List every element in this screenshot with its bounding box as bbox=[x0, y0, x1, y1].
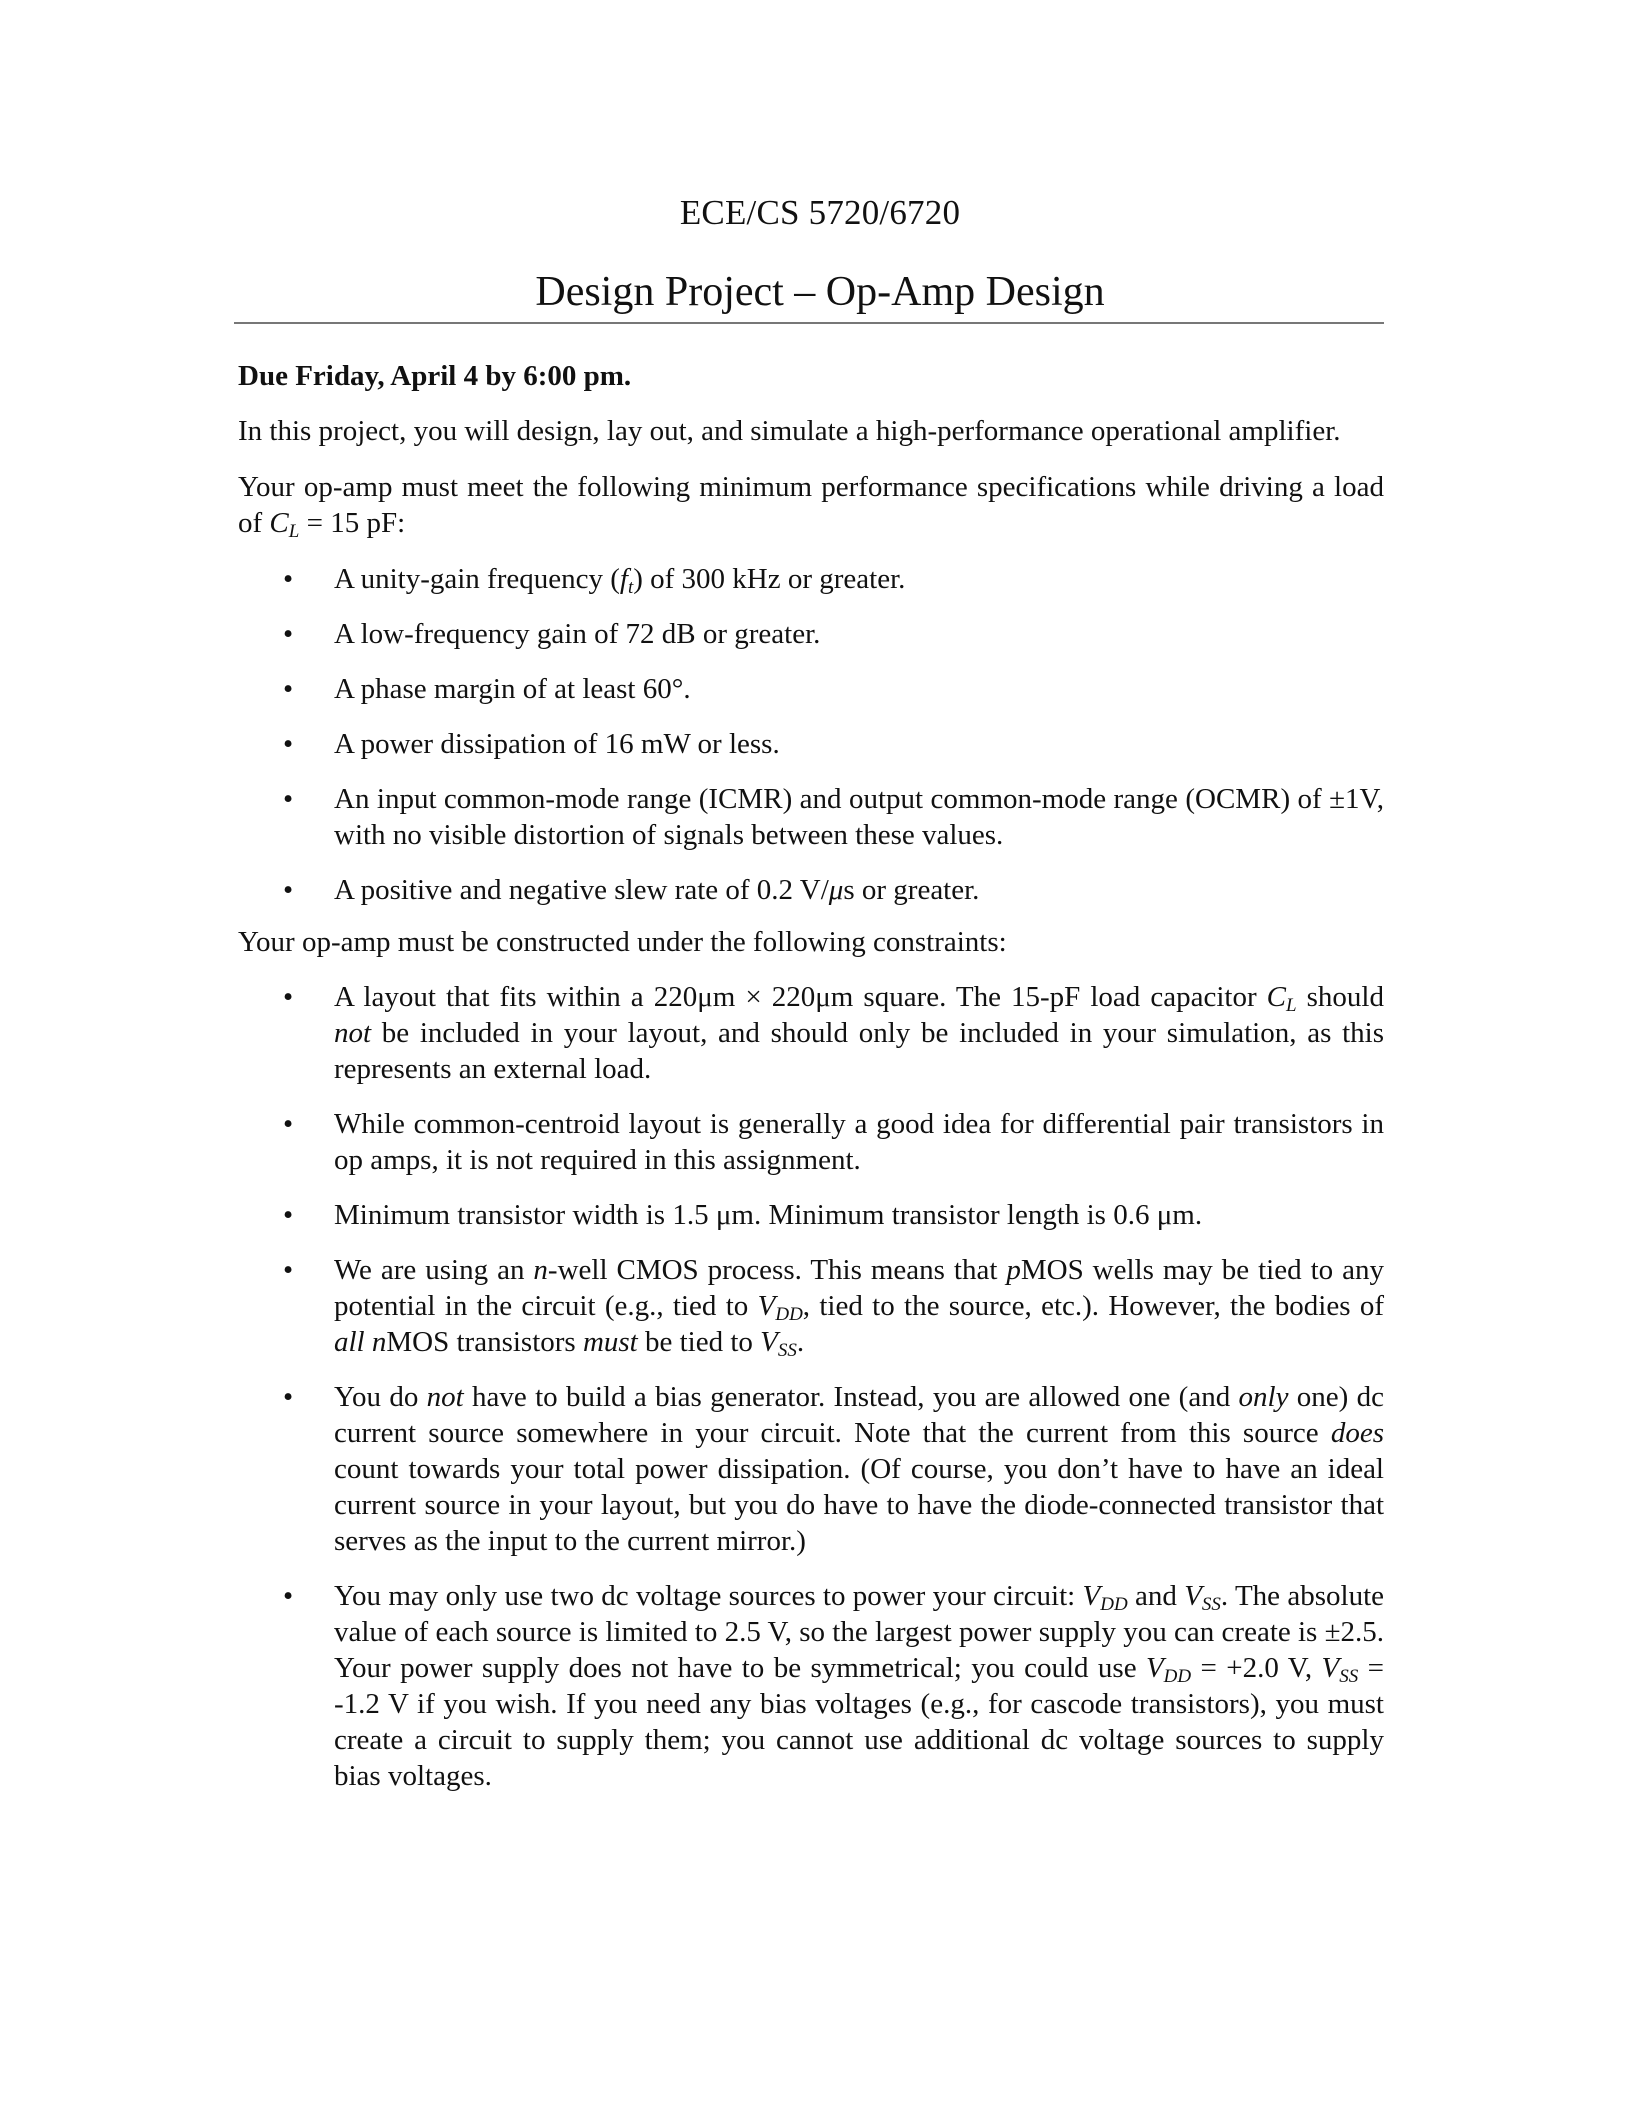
list-item: • You do not have to build a bias generator. Instead, you are allowed one (and only one) dc current source somewhere in your circuit. Note that the current from this source does count towards your total power dissipation. (Of course, you don’t have to have an ideal current source in your layout, but you do have to have the diode-connected transistor that serves as the input to the current mirror.) bbox=[283, 1381, 1384, 1557]
list-item: • A power dissipation of 16 mW or less. bbox=[283, 728, 780, 760]
constraints-list bbox=[238, 979, 1384, 1794]
bullet-icon: • bbox=[283, 783, 294, 815]
constraints-intro: Your op-amp must be constructed under the following constraints: bbox=[238, 926, 1007, 958]
list-item: • An input common-mode range (ICMR) and output common-mode range (OCMR) of ±1V, with no visible distortion of signals between these values. bbox=[283, 783, 1384, 851]
bullet-icon: • bbox=[283, 874, 294, 906]
title-divider bbox=[234, 322, 1384, 324]
list-item: • You may only use two dc voltage sources to power your circuit: $V_{DD}$ and $V_{SS}$. The absolute value of each source is limited to 2.5 V, so the largest power supply you can create is ±2.5. Your power supply does not have to be symmetrical; you could use $V_{DD} = +2.0$ V, $V_{SS} = -1.2$ V if you wish. If you need any bias voltages (e.g., for cascode transistors), you must create a circuit to supply them; you cannot use additional dc voltage sources to supply bias voltages. bbox=[283, 1580, 1385, 1792]
bullet-icon: • bbox=[283, 673, 294, 705]
list-item: • While common-centroid layout is generally a good idea for differential pair transistors in op amps, it is not required in this assignment. bbox=[283, 1108, 1384, 1176]
list-item: • A unity-gain frequency $(f_t)$ of 300 kHz or greater. bbox=[283, 563, 906, 598]
bullet-icon: • bbox=[283, 1199, 294, 1231]
bullet-icon: • bbox=[283, 1580, 294, 1612]
intro-paragraph: In this project, you will design, lay out, and simulate a high-performance operational amplifier. bbox=[238, 415, 1341, 447]
course-number: ECE/CS 5720/6720 bbox=[679, 193, 961, 232]
list-item: • A layout that fits within a 220μm × 220μm square. The 15-pF load capacitor $C_L$ should not be included in your layout, and should only be included in your simulation, as this represents an external load. bbox=[283, 981, 1384, 1085]
bullet-icon: • bbox=[283, 728, 294, 760]
bullet-icon: • bbox=[283, 563, 294, 595]
list-item: • Minimum transistor width is 1.5 μm. Minimum transistor length is 0.6 μm. bbox=[283, 1199, 1203, 1231]
list-item: • A low-frequency gain of 72 dB or greater. bbox=[283, 618, 821, 650]
specs-list bbox=[238, 561, 1384, 908]
page-title: Design Project – Op-Amp Design bbox=[535, 269, 1105, 315]
list-item: • A positive and negative slew rate of 0.2 V/μs or greater. bbox=[283, 874, 980, 906]
due-date: Due Friday, April 4 by 6:00 pm. bbox=[238, 360, 632, 392]
cl-symbol: C bbox=[269, 507, 289, 539]
bullet-icon: • bbox=[283, 1254, 294, 1286]
list-item: • A phase margin of at least 60°. bbox=[283, 673, 691, 705]
list-item: • We are using an n-well CMOS process. This means that pMOS wells may be tied to any potential in the circuit (e.g., tied to $V_{DD}$, tied to the source, etc.). However, the bodies of all nMOS transistors must be tied to $V_{SS}$. bbox=[283, 1254, 1384, 1361]
specs-intro: Your op-amp must meet the following minimum performance specifications while driving a load of $C_L = 15$ pF: bbox=[238, 471, 1384, 542]
bullet-icon: • bbox=[283, 618, 294, 650]
bullet-icon: • bbox=[283, 1108, 294, 1140]
bullet-icon: • bbox=[283, 1381, 294, 1413]
bullet-icon: • bbox=[283, 981, 294, 1013]
document-body bbox=[238, 358, 1384, 1813]
